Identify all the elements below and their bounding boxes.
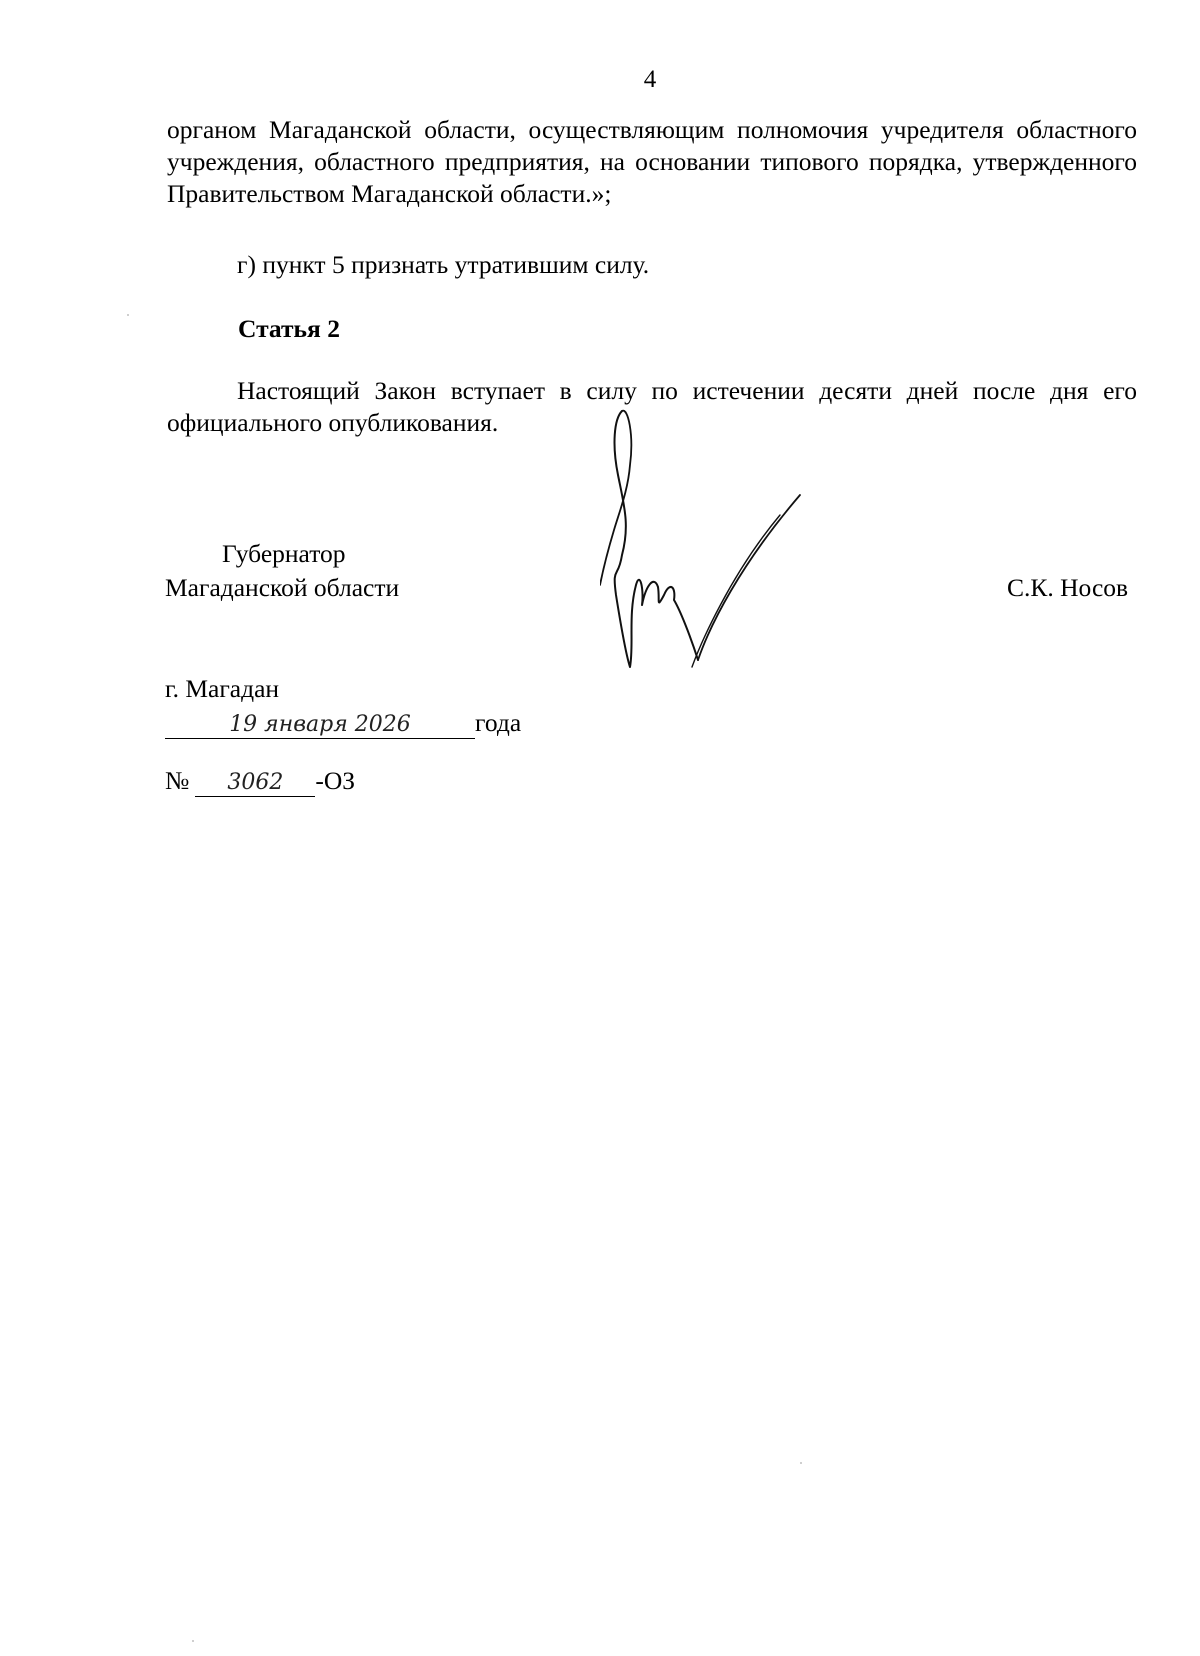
paragraph-item-g: г) пункт 5 признать утратившим силу. <box>237 250 650 279</box>
scan-speck <box>192 1640 194 1642</box>
date-suffix: года <box>475 708 522 737</box>
scan-speck <box>127 314 129 316</box>
paragraph-continuation: органом Магаданской области, осуществляющим полномочия учредителя областного учреждения, областного предприятия, на основании типового порядка, утвержденного Правительством Магаданской области.»; <box>167 115 1137 208</box>
signatory-position-line2: Магаданской области <box>165 573 400 602</box>
scan-speck <box>800 1462 802 1464</box>
date-line <box>165 707 521 739</box>
page-number: 4 <box>643 66 657 93</box>
signature-image <box>600 405 840 675</box>
signatory-position-line1: Губернатор <box>222 539 346 568</box>
city: г. Магадан <box>165 674 280 703</box>
number-sign: № <box>165 766 190 795</box>
number-suffix: -ОЗ <box>315 766 356 795</box>
date-handwritten: 19 января 2026 <box>165 712 475 739</box>
paragraph-article-2: Настоящий Закон вступает в силу по истечении десяти дней после дня его официального опубликования. <box>167 376 1137 437</box>
law-number-handwritten: 3062 <box>195 770 315 797</box>
article-heading: Статья 2 <box>238 314 340 343</box>
law-number-line <box>165 765 355 797</box>
signatory-name: С.К. Носов <box>1007 573 1129 602</box>
